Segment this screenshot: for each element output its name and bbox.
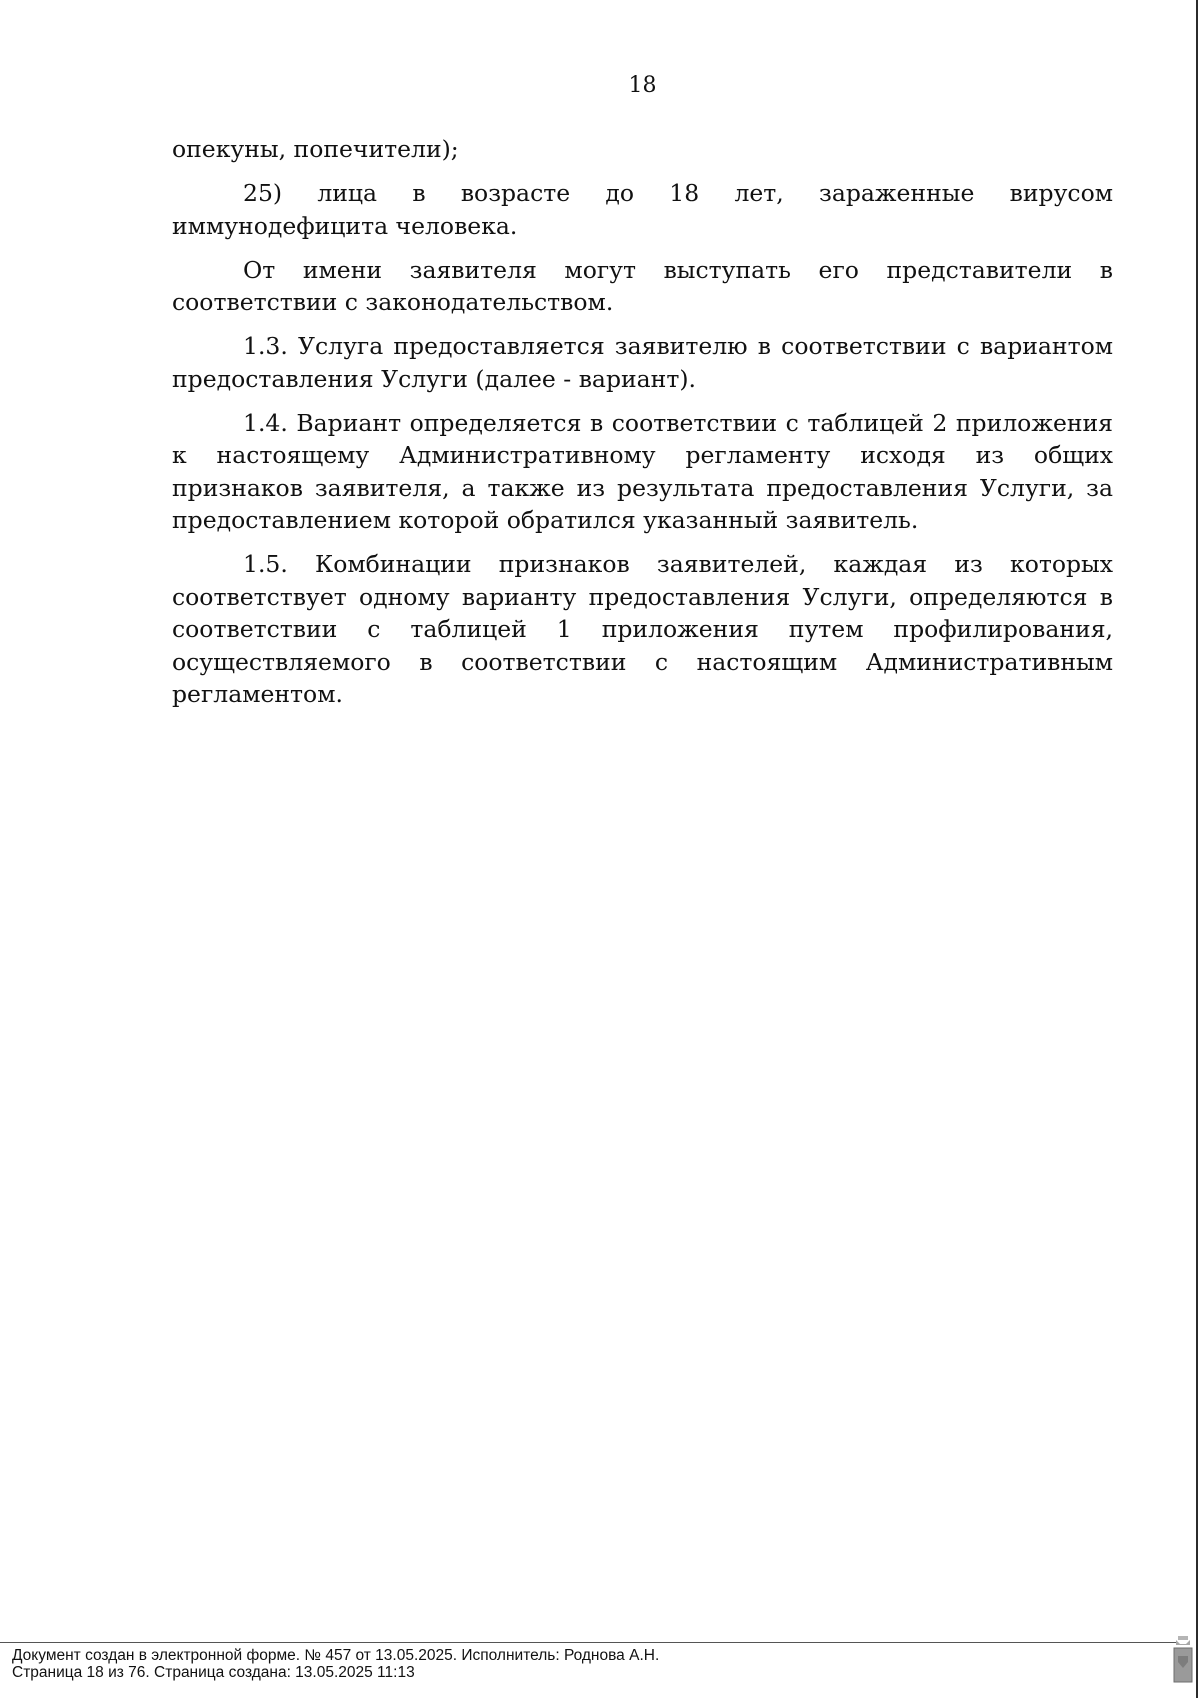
document-body: [172, 133, 1113, 722]
paragraph-item-25: 25) лица в возрасте до 18 лет, зараженные вирусом иммунодефицита человека.: [172, 179, 1113, 240]
paragraph-1-3: 1.3. Услуга предоставляется заявителю в соответствии с вариантом предоставления Услуги (далее - вариант).: [172, 332, 1113, 393]
paragraph-continuation: опекуны, попечители);: [172, 135, 459, 163]
page-number: 18: [628, 73, 657, 98]
coat-of-arms-icon: [1172, 1636, 1194, 1684]
footer-divider: [0, 1642, 1176, 1643]
paragraph-representatives: От имени заявителя могут выступать его представители в соответствии с законодательством.: [172, 255, 1113, 316]
paragraph-1-4: 1.4. Вариант определяется в соответствии с таблицей 2 приложения к настоящему Административному регламенту исходя из общих признаков заявителя, а также из результата предоставления Услуги, за предоставлением которой обратился указанный заявитель.: [172, 408, 1113, 534]
paragraph-1-5: 1.5. Комбинации признаков заявителей, каждая из которых соответствует одному варианту предоставления Услуги, определяются в соответствии с таблицей 1 приложения путем профилирования, осуществляемого в соответствии с настоящим Административным регламентом.: [172, 550, 1113, 708]
footer-document-info: Документ создан в электронной форме. № 457 от 13.05.2025. Исполнитель: Роднова А.Н.: [12, 1647, 660, 1664]
document-footer: [12, 1647, 659, 1681]
footer-page-info: Страница 18 из 76. Страница создана: 13.05.2025 11:13: [12, 1664, 415, 1681]
page-edge-border: [1196, 0, 1198, 1698]
